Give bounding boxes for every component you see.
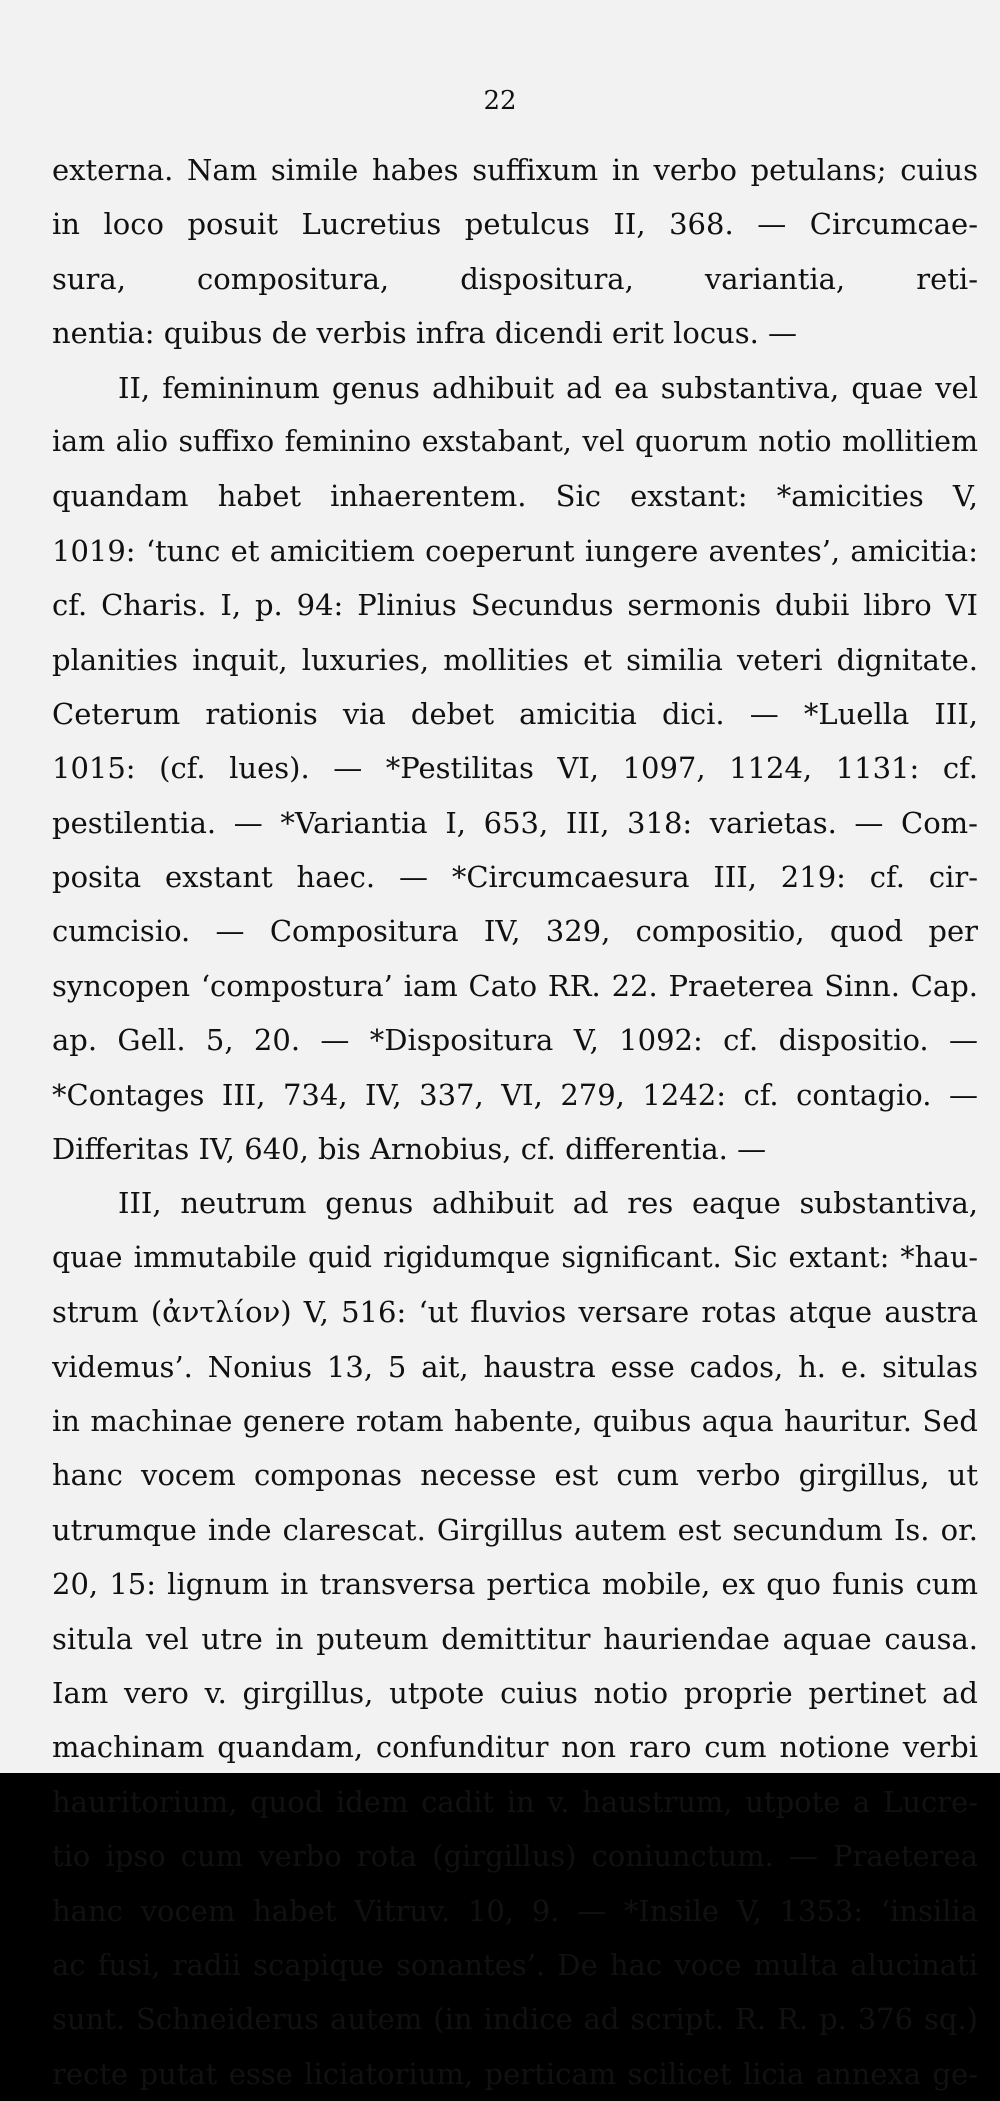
text-line: Differitas IV, 640, bis Arnobius, cf. differentia. —: [52, 1132, 767, 1167]
text-line: nentia: quibus de verbis infra dicendi erit locus. —: [52, 316, 798, 351]
page-number: 22: [483, 86, 517, 116]
text-line: planities inquit, luxuries, mollities et similia veteri dignitate.: [52, 642, 978, 677]
text-line: 1015: (cf. lues). — *Pestilitas VI, 1097, 1124, 1131: cf.: [52, 751, 978, 786]
text-line: syncopen ‘compostura’ iam Cato RR. 22. Praeterea Sinn. Cap.: [52, 968, 978, 1003]
text-line: videmus’. Nonius 13, 5 ait, haustra esse cados, h. e. situlas: [52, 1349, 978, 1384]
text-line: recte putat esse liciatorium, perticam scilicet licia annexa ge-: [52, 2056, 978, 2091]
text-line: quae immutabile quid rigidumque significant. Sic extant: *hau-: [52, 1240, 978, 1274]
text-line: 1019: ‘tunc et amicitiem coeperunt iungere aventes’, amicitia:: [52, 533, 978, 568]
text-line: sunt. Schneiderus autem (in indice ad script. R. R. p. 376 sq.): [52, 2002, 978, 2037]
text-line: hanc vocem habet Vitruv. 10, 9. — *Insile V, 1353: ‘insilia: [52, 1893, 978, 1928]
text-line: in machinae genere rotam habente, quibus aqua hauritur. Sed: [52, 1403, 978, 1438]
text-line: in loco posuit Lucretius petulcus II, 368. — Circumcae-: [52, 207, 978, 242]
text-line: III, neutrum genus adhibuit ad res eaque substantiva,: [118, 1186, 978, 1221]
text-line: sura, compositura, dispositura, variantia, reti-: [52, 261, 978, 296]
text-line: tio ipso cum verbo rota (girgillus) coniunctum. — Praeterea: [52, 1839, 978, 1874]
text-line: pestilentia. — *Variantia I, 653, III, 318: varietas. — Com-: [52, 805, 978, 840]
text-line: ap. Gell. 5, 20. — *Dispositura V, 1092: cf. dispositio. —: [52, 1023, 978, 1058]
text-line: *Contages III, 734, IV, 337, VI, 279, 1242: cf. contagio. —: [52, 1077, 978, 1112]
text-line: cumcisio. — Compositura IV, 329, compositio, quod per: [52, 914, 978, 949]
text-line: II, femininum genus adhibuit ad ea substantiva, quae vel: [118, 370, 978, 405]
text-line: 20, 15: lignum in transversa pertica mobile, ex quo funis cum: [52, 1567, 978, 1602]
text-line: iam alio suffixo feminino exstabant, vel quorum notio mollitiem: [52, 424, 978, 458]
text-line: utrumque inde clarescat. Girgillus autem est secundum Is. or.: [52, 1512, 978, 1547]
text-line: strum (ἀντλίον) V, 516: ‘ut fluvios versare rotas atque austra: [52, 1295, 978, 1330]
text-line: posita exstant haec. — *Circumcaesura III, 219: cf. cir-: [52, 860, 978, 895]
text-line: machinam quandam, confunditur non raro cum notione verbi: [52, 1730, 978, 1765]
text-line: hauritorium, quod idem cadit in v. haustrum, utpote a Lucre-: [52, 1784, 978, 1819]
text-line: Iam vero v. girgillus, utpote cuius notio proprie pertinet ad: [52, 1675, 978, 1710]
text-line: cf. Charis. I, p. 94: Plinius Secundus sermonis dubii libro VI: [52, 588, 978, 623]
text-line: externa. Nam simile habes suffixum in verbo petulans; cuius: [52, 153, 978, 187]
text-line: situla vel utre in puteum demittitur hauriendae aquae causa.: [52, 1621, 978, 1656]
text-line: Ceterum rationis via debet amicitia dici. — *Luella III,: [52, 696, 978, 731]
text-line: hanc vocem componas necesse est cum verbo girgillus, ut: [52, 1458, 978, 1493]
text-body: [52, 143, 978, 2101]
text-line: quandam habet inhaerentem. Sic exstant: *amicities V,: [52, 479, 978, 514]
text-line: ac fusi, radii scapique sonantes’. De hac voce multa alucinati: [52, 1947, 978, 1982]
